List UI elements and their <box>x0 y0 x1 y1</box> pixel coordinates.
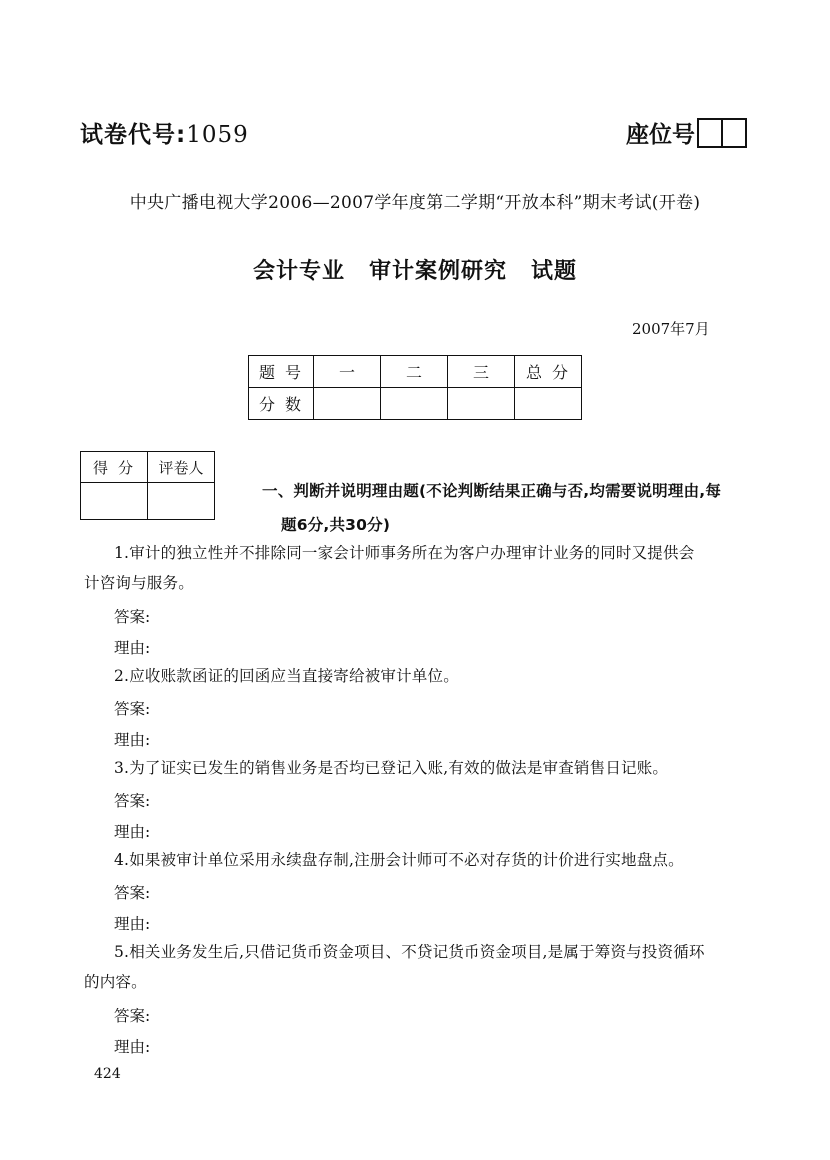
answer-label: 答案: <box>114 1007 151 1025</box>
score-header-cell: 题号 <box>249 356 314 388</box>
score-table-score-row <box>249 388 582 420</box>
seat-number-label: 座位号 <box>626 122 695 148</box>
score-header-cell: 总分 <box>515 356 582 388</box>
question-text: 4.如果被审计单位采用永续盘存制,注册会计师可不必对存货的计价进行实地盘点。 <box>114 851 684 869</box>
grader-name-header: 评卷人 <box>148 452 215 483</box>
title-course: 审计案例研究 <box>368 259 507 284</box>
score-header-cell: 一 <box>314 356 381 388</box>
exam-title <box>0 254 830 285</box>
score-row-label: 分数 <box>249 388 314 420</box>
question-2 <box>84 661 756 691</box>
question-5 <box>84 937 756 997</box>
grader-score-header: 得分 <box>81 452 148 483</box>
grader-score-cell[interactable] <box>81 483 148 520</box>
reason-label: 理由: <box>114 639 151 657</box>
question-text-cont: 的内容。 <box>84 973 147 991</box>
university-line: 中央广播电视大学2006—2007学年度第二学期“开放本科”期末考试(开卷) <box>129 193 701 213</box>
grader-name-cell[interactable] <box>148 483 215 520</box>
seat-number-boxes <box>697 118 747 148</box>
reason-label: 理由: <box>114 731 151 749</box>
section-1-line1: 一、判断并说明理由题(不论判断结果正确与否,均需要说明理由,每 <box>262 482 722 500</box>
reason-label: 理由: <box>114 823 151 841</box>
page-number: 424 <box>94 1066 121 1082</box>
answer-label: 答案: <box>114 608 151 626</box>
score-cell[interactable] <box>381 388 448 420</box>
title-major: 会计专业 <box>252 259 345 284</box>
seat-number <box>626 116 747 149</box>
score-cell[interactable] <box>515 388 582 420</box>
score-cell[interactable] <box>448 388 515 420</box>
exam-code <box>80 116 249 149</box>
question-text: 2.应收账款函证的回函应当直接寄给被审计单位。 <box>114 667 459 685</box>
score-header-cell: 三 <box>448 356 515 388</box>
reason-label: 理由: <box>114 1038 151 1056</box>
title-suffix: 试题 <box>531 259 578 284</box>
grader-table <box>80 451 215 520</box>
answer-label: 答案: <box>114 700 151 718</box>
exam-code-value: 1059 <box>186 122 249 148</box>
question-text-cont: 计咨询与服务。 <box>84 574 194 592</box>
answer-label: 答案: <box>114 884 151 902</box>
score-header-cell: 二 <box>381 356 448 388</box>
question-3 <box>84 753 756 783</box>
question-text: 5.相关业务发生后,只借记货币资金项目、不贷记货币资金项目,是属于筹资与投资循环 <box>114 943 705 961</box>
question-1 <box>84 538 756 598</box>
exam-code-label: 试卷代号: <box>80 122 187 148</box>
question-text: 1.审计的独立性并不排除同一家会计师事务所在为客户办理审计业务的同时又提供会 <box>114 544 695 562</box>
score-table-header-row <box>249 356 582 388</box>
question-text: 3.为了证实已发生的销售业务是否均已登记入账,有效的做法是审查销售日记账。 <box>114 759 669 777</box>
answer-label: 答案: <box>114 792 151 810</box>
section-1-heading <box>262 474 757 542</box>
question-4 <box>84 845 756 875</box>
reason-label: 理由: <box>114 915 151 933</box>
exam-date: 2007年7月 <box>632 320 710 338</box>
section-1-line2: 题6分,共30分) <box>281 516 391 534</box>
score-cell[interactable] <box>314 388 381 420</box>
score-table <box>248 355 582 420</box>
